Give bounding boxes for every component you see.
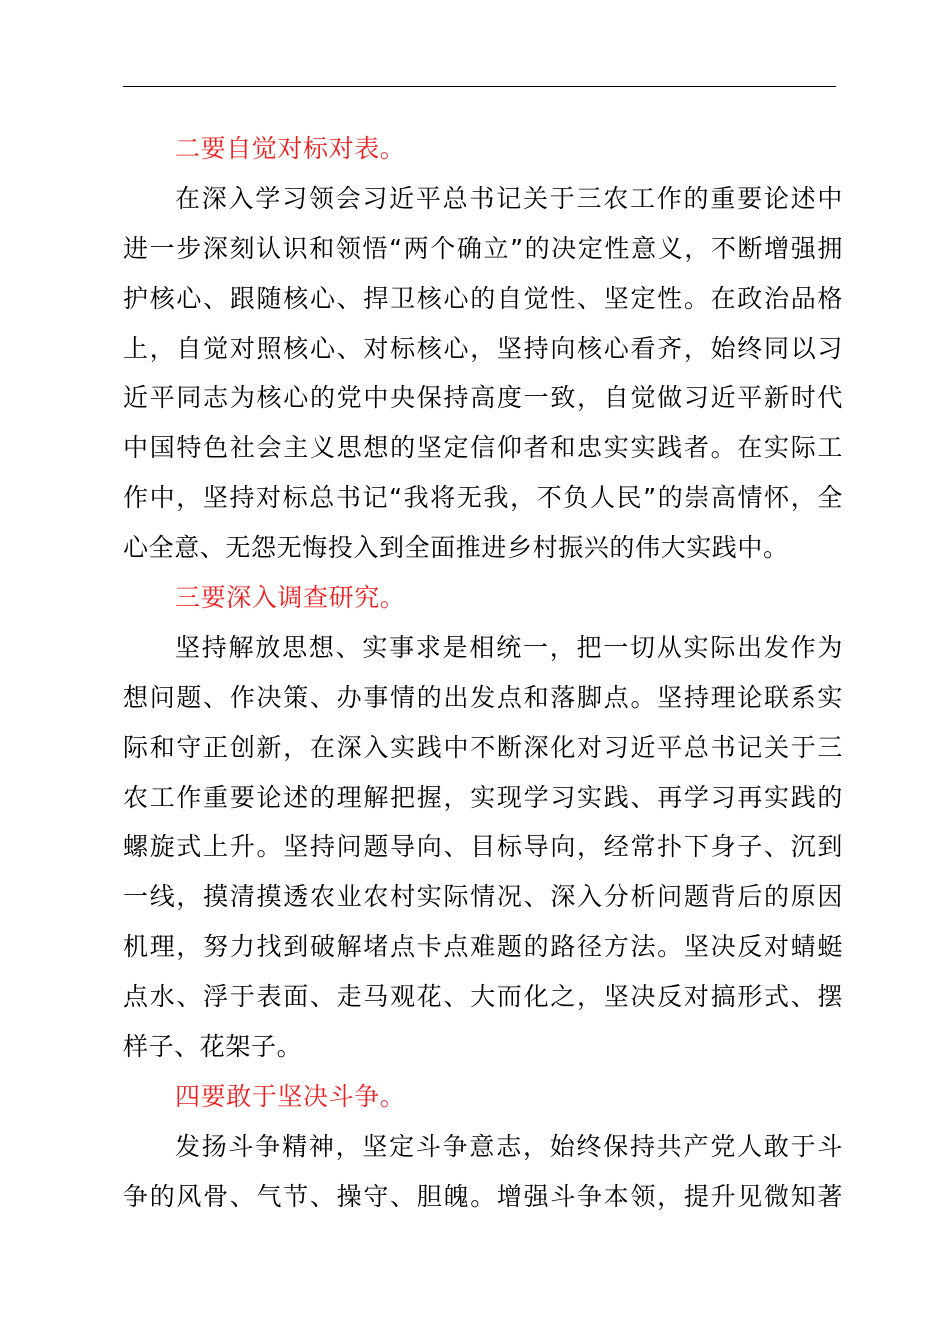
text-line: 发扬斗争精神，坚定斗争意志，始终保持共产党人敢于斗 (175, 1131, 843, 1161)
text-line: 心全意、无怨无悔投入到全面推进乡村振兴的伟大实践中。 (123, 533, 789, 563)
text-line: 机理，努力找到破解堵点卡点难题的路径方法。坚决反对蜻蜓 (123, 932, 843, 962)
text-line: 中国特色社会主义思想的坚定信仰者和忠实实践者。在实际工 (123, 433, 843, 463)
text-line: 近平同志为核心的党中央保持高度一致，自觉做习近平新时代 (123, 383, 843, 413)
text-line: 争的风骨、气节、操守、胆魄。增强斗争本领，提升见微知著 (123, 1181, 843, 1211)
text-line: 作中，坚持对标总书记“我将无我，不负人民”的崇高情怀，全 (123, 483, 843, 513)
section-heading: 二要自觉对标对表。 (175, 134, 406, 163)
header-rule (123, 86, 836, 87)
text-line: 想问题、作决策、办事情的出发点和落脚点。坚持理论联系实 (123, 682, 843, 712)
text-line: 上，自觉对照核心、对标核心，坚持向核心看齐，始终同以习 (123, 333, 843, 363)
section-heading: 三要深入调查研究。 (175, 583, 406, 613)
text-line: 在深入学习领会习近平总书记关于三农工作的重要论述中 (175, 183, 843, 213)
text-line: 坚持解放思想、实事求是相统一，把一切从实际出发作为 (175, 632, 843, 662)
text-line: 进一步深刻认识和领悟“两个确立”的决定性意义，不断增强拥 (123, 233, 843, 263)
text-line: 际和守正创新，在深入实践中不断深化对习近平总书记关于三 (123, 732, 843, 762)
text-line: 螺旋式上升。坚持问题导向、目标导向，经常扑下身子、沉到 (123, 832, 843, 862)
text-line: 一线，摸清摸透农业农村实际情况、深入分析问题背后的原因 (123, 882, 843, 912)
document-body (123, 124, 843, 1222)
text-line: 护核心、跟随核心、捍卫核心的自觉性、坚定性。在政治品格 (123, 283, 843, 313)
text-line: 农工作重要论述的理解把握，实现学习实践、再学习再实践的 (123, 782, 843, 812)
section-heading: 四要敢于坚决斗争。 (175, 1081, 406, 1111)
text-line: 样子、花架子。 (123, 1032, 303, 1062)
text-line: 点水、浮于表面、走马观花、大而化之，坚决反对搞形式、摆 (123, 982, 843, 1012)
